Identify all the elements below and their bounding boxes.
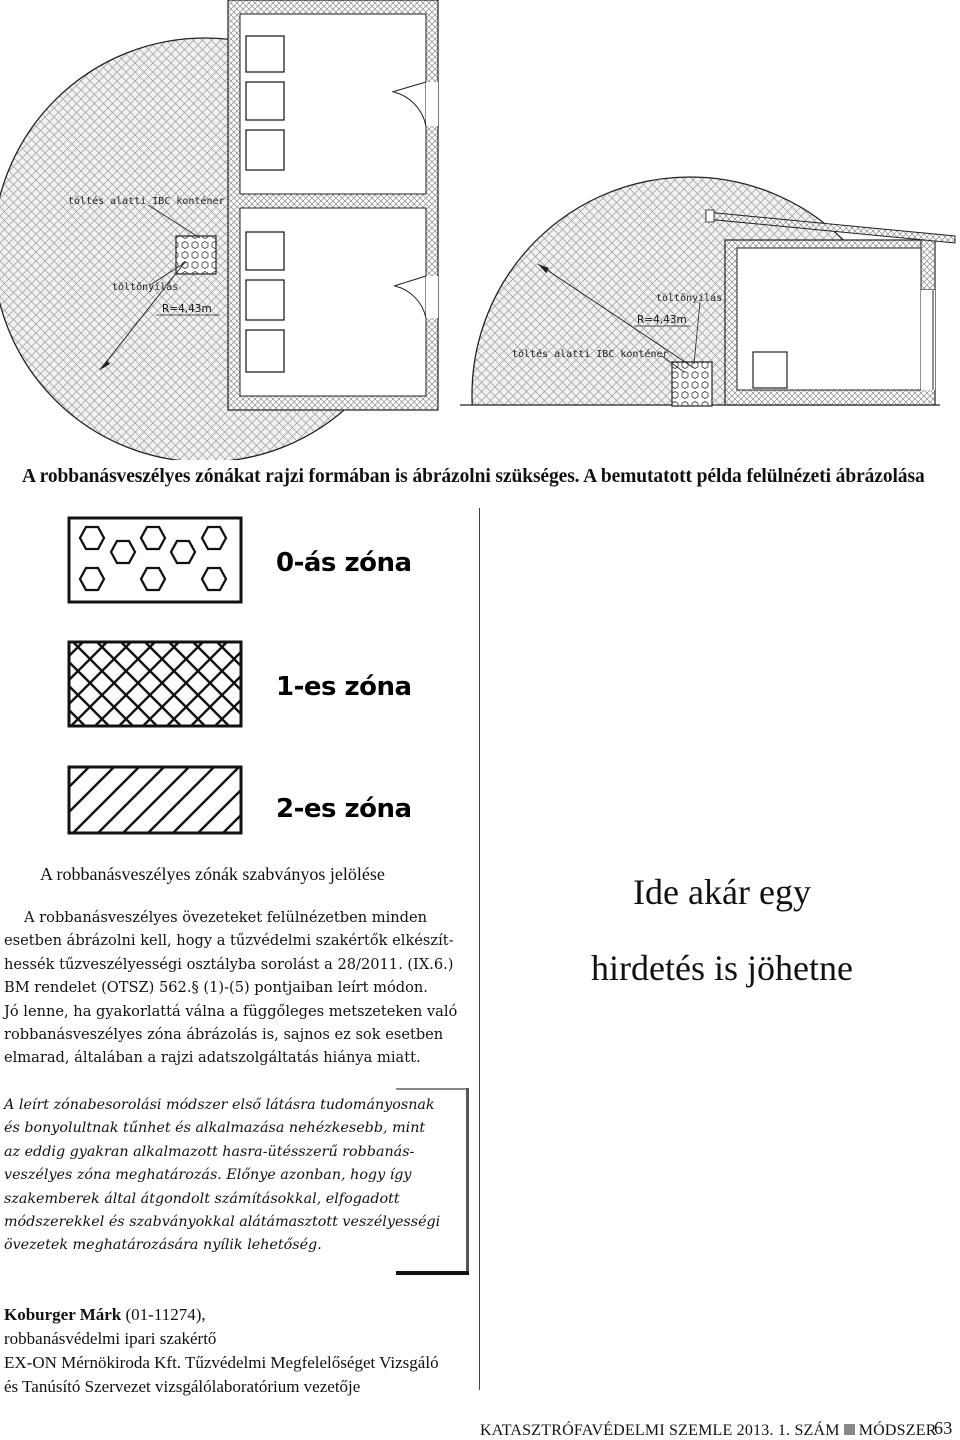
footer-section: MÓDSZER (858, 1422, 937, 1439)
author-block (4, 1303, 439, 1399)
body-line: A robbanásveszélyes övezeteket felülnézetben minden (24, 909, 428, 926)
body-line: esetben ábrázolni kell, hogy a tűzvédelmi szakértők elkészít- (4, 932, 454, 950)
author-name: Koburger Márk (4, 1305, 122, 1324)
left-radius-label: R=4,43m (162, 303, 212, 315)
zone2-label: 2-es zóna (276, 794, 412, 824)
zone1-symbol (69, 642, 241, 726)
body-line: hessék tűzveszélyességi osztályba sorolást a 28/2011. (IX.6.) (4, 955, 454, 973)
quote-line: az eddig gyakran alkalmazott hasra-ütésszerű robbanás- (4, 1143, 415, 1160)
body-line: elmarad, általában a rajzi adatszolgáltatás hiánya miatt. (4, 1049, 421, 1067)
left-container-label: töltés alatti IBC konténer (68, 196, 225, 207)
floor-plan-drawing (0, 0, 960, 460)
quote-side-rule (466, 1088, 469, 1274)
zone0-symbol (69, 518, 242, 602)
right-nozzle-label: töltőnyílás (656, 293, 723, 304)
ad-line-1: Ide akár egy (633, 872, 811, 912)
footer-square-icon (844, 1424, 855, 1435)
author-registration: (01-11274), (121, 1305, 206, 1324)
left-building (228, 0, 438, 410)
right-container-label: töltés alatti IBC konténer (512, 349, 669, 360)
right-ibc-container (672, 362, 712, 406)
author-role: és Tanúsító Szervezet vizsgálólaboratórium vezetője (4, 1377, 361, 1396)
zone1-label: 1-es zóna (276, 672, 412, 702)
quote-line: és bonyolultnak tűnhet és alkalmazása nehézkesebb, mint (4, 1120, 426, 1137)
zone2-symbol (69, 767, 241, 833)
zone0-label: 0-ás zóna (276, 548, 412, 578)
quote-line: övezetek meghatározására nyílik lehetőség. (4, 1237, 322, 1254)
zone-legend-symbols (66, 515, 246, 835)
page-footer (480, 1422, 937, 1440)
quote-line: szakemberek által átgondolt számításokkal, elfogadott (4, 1190, 400, 1207)
body-line: robbanásveszélyes zóna ábrázolás is, sajnos ez sok esetben (4, 1026, 444, 1044)
quote-line: veszélyes zóna meghatározás. Előnye azonban, hogy így (4, 1167, 412, 1184)
pull-quote (4, 1094, 452, 1258)
body-line: BM rendelet (OTSZ) 562.§ (1)-(5) pontjaiban leírt módon. (4, 979, 428, 997)
page-number: 63 (934, 1418, 953, 1438)
figure-caption-top: A robbanásveszélyes zónákat rajzi formában is ábrázolni szükséges. A bemutatott példa felülnézeti ábrázolása (22, 466, 925, 487)
quote-line: A leírt zónabesorolási módszer első látásra tudományosnak (4, 1097, 435, 1113)
footer-journal: KATASZTRÓFAVÉDELMI SZEMLE 2013. 1. SZÁM (480, 1422, 840, 1439)
quote-top-rule (396, 1088, 468, 1090)
left-ibc-container (176, 236, 216, 274)
left-nozzle-label: töltőnyílás (112, 282, 179, 293)
right-radius-label: R=4,43m (637, 314, 687, 326)
author-company: EX-ON Mérnökiroda Kft. Tűzvédelmi Megfelelőséget Vizsgáló (4, 1353, 439, 1372)
body-line: Jó lenne, ha gyakorlattá válna a függőleges metszeteken való (4, 1002, 458, 1020)
ad-line-2: hirdetés is jöhetne (591, 948, 853, 988)
ad-placeholder (552, 854, 892, 1006)
legend-caption: A robbanásveszélyes zónák szabványos jelölése (40, 864, 385, 884)
quote-line: módszerekkel és szabványokkal alátámasztott veszélyességi (4, 1214, 441, 1231)
quote-bottom-rule (396, 1271, 469, 1275)
author-title: robbanásvédelmi ipari szakértő (4, 1329, 217, 1348)
body-paragraph (4, 906, 472, 1070)
column-divider (479, 508, 480, 1390)
